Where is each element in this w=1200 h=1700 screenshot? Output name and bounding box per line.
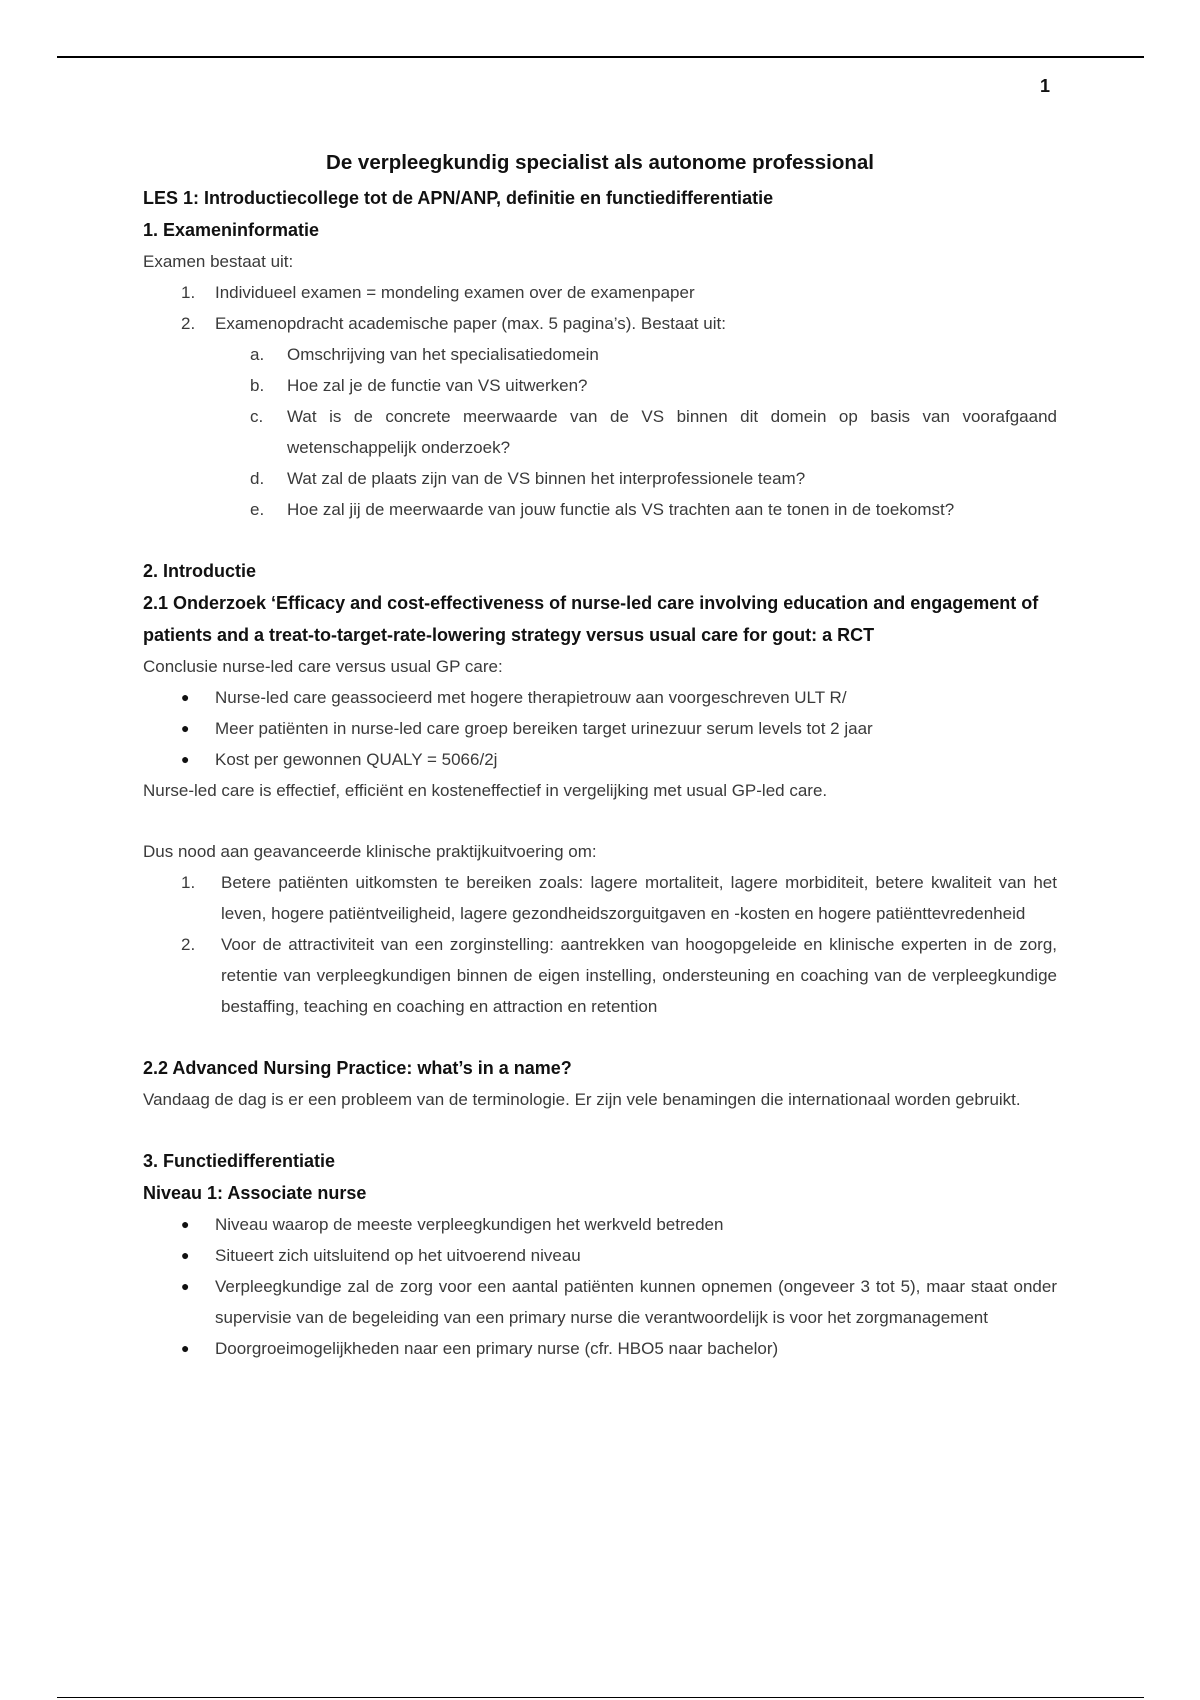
- need-list-item: [143, 929, 1057, 1022]
- bullet-item: [143, 713, 1057, 744]
- list-item-text: Betere patiënten uitkomsten te bereiken zoals: lagere mortaliteit, lagere morbiditeit, betere kwaliteit van het leven, hogere patiëntveiligheid, lagere gezondheidszorguitgaven en -kosten en hogere patiënttevredenheid: [221, 873, 1057, 923]
- summary-text: Nurse-led care is effectief, efficiënt en kosteneffectief in vergelijking met usual GP-led care.: [143, 781, 828, 800]
- list-marker: 2.: [181, 314, 196, 333]
- spacer: [143, 525, 1057, 555]
- header-rule: [57, 56, 1144, 58]
- list-marker: c.: [250, 407, 264, 426]
- list-marker: b.: [250, 376, 265, 395]
- section-heading-functiedifferentiatie: 3. Functiedifferentiatie: [143, 1151, 336, 1171]
- spacer: [143, 1115, 1057, 1145]
- section-heading-introductie: 2. Introductie: [143, 561, 257, 581]
- subsection-heading-anp: 2.2 Advanced Nursing Practice: what’s in a name?: [143, 1058, 572, 1078]
- bullet-item: [143, 1240, 1057, 1271]
- document-title: De verpleegkundig specialist als autonome professional: [326, 151, 874, 174]
- bullet-item: [143, 682, 1057, 713]
- page-number: 1: [1040, 76, 1051, 96]
- exam-list-item: [143, 277, 1057, 308]
- list-item-text: Individueel examen = mondeling examen over de examenpaper: [215, 283, 695, 302]
- conclusion-intro: Conclusie nurse-led care versus usual GP care:: [143, 657, 503, 676]
- conclusion-bullets: [143, 682, 1057, 775]
- need-list-item: [143, 867, 1057, 929]
- list-item-text: Wat zal de plaats zijn van de VS binnen het interprofessionele team?: [287, 469, 806, 488]
- list-marker: d.: [250, 469, 265, 488]
- paper-sublist-item: [250, 401, 1057, 463]
- bullet-icon: ●: [181, 720, 190, 736]
- lesson-heading: LES 1: Introductiecollege tot de APN/ANP, definitie en functiedifferentiatie: [143, 188, 774, 208]
- list-item-text: Hoe zal je de functie van VS uitwerken?: [287, 376, 588, 395]
- paper-sublist-item: [250, 339, 1057, 370]
- footer-rule: [57, 1697, 1144, 1698]
- list-marker: 1.: [181, 283, 196, 302]
- list-item-text: Omschrijving van het specialisatiedomein: [287, 345, 599, 364]
- bullet-item: [143, 1271, 1057, 1333]
- list-marker: 2.: [181, 935, 196, 954]
- list-marker: a.: [250, 345, 265, 364]
- bullet-text: Situeert zich uitsluitend op het uitvoerend niveau: [215, 1246, 581, 1265]
- level-bullets: [143, 1209, 1057, 1364]
- bullet-icon: ●: [181, 1340, 190, 1356]
- bullet-icon: ●: [181, 1247, 190, 1263]
- subsection-heading-onderzoek: 2.1 Onderzoek ‘Efficacy and cost-effectiveness of nurse-led care involving education and engagement of patients and a treat-to-target-rate-lowering strategy versus usual care for gout: a RCT: [143, 593, 1039, 645]
- bullet-item: [143, 744, 1057, 775]
- paper-sublist-item: [250, 463, 1057, 494]
- bullet-icon: ●: [181, 1278, 190, 1294]
- list-marker: e.: [250, 500, 265, 519]
- bullet-text: Kost per gewonnen QUALY = 5066/2j: [215, 750, 498, 769]
- need-list: [143, 867, 1057, 1022]
- terminology-text: Vandaag de dag is er een probleem van de terminologie. Er zijn vele benamingen die internationaal worden gebruikt.: [143, 1090, 1021, 1109]
- spacer: [143, 1022, 1057, 1052]
- bullet-item: [143, 1209, 1057, 1240]
- level-heading: Niveau 1: Associate nurse: [143, 1183, 367, 1203]
- paper-sublist-item: [250, 494, 1057, 525]
- paper-sublist-item: [250, 370, 1057, 401]
- exam-intro: Examen bestaat uit:: [143, 252, 294, 271]
- bullet-icon: ●: [181, 1216, 190, 1232]
- need-intro: Dus nood aan geavanceerde klinische praktijkuitvoering om:: [143, 842, 597, 861]
- section-heading-exameninformatie: 1. Exameninformatie: [143, 220, 320, 240]
- bullet-item: [143, 1333, 1057, 1364]
- exam-list: [143, 277, 1057, 339]
- list-item-text: Voor de attractiviteit van een zorginstelling: aantrekken van hoogopgeleide en klinische experten in de zorg, retentie van verpleegkundigen binnen de eigen instelling, ondersteuning en coaching van de verpleegkundige bestaffing, teaching en coaching en attraction en retention: [221, 935, 1057, 1016]
- spacer: [143, 806, 1057, 836]
- list-item-text: Wat is de concrete meerwaarde van de VS binnen dit domein op basis van voorafgaand wetenschappelijk onderzoek?: [287, 407, 1057, 457]
- bullet-text: Meer patiënten in nurse-led care groep bereiken target urinezuur serum levels tot 2 jaar: [215, 719, 873, 738]
- bullet-text: Doorgroeimogelijkheden naar een primary nurse (cfr. HBO5 naar bachelor): [215, 1339, 779, 1358]
- bullet-icon: ●: [181, 689, 190, 705]
- paper-sublist: [143, 339, 1057, 525]
- exam-list-item: [143, 308, 1057, 339]
- bullet-text: Verpleegkundige zal de zorg voor een aantal patiënten kunnen opnemen (ongeveer 3 tot 5), maar staat onder supervisie van de begeleiding van een primary nurse die verantwoordelijk is voor het zorgmanagement: [215, 1277, 1057, 1327]
- bullet-text: Niveau waarop de meeste verpleegkundigen het werkveld betreden: [215, 1215, 724, 1234]
- document-body: [143, 146, 1057, 1364]
- list-item-text: Examenopdracht academische paper (max. 5 pagina’s). Bestaat uit:: [215, 314, 726, 333]
- list-item-text: Hoe zal jij de meerwaarde van jouw functie als VS trachten aan te tonen in de toekomst?: [287, 500, 955, 519]
- bullet-text: Nurse-led care geassocieerd met hogere therapietrouw aan voorgeschreven ULT R/: [215, 688, 847, 707]
- list-marker: 1.: [181, 873, 196, 892]
- bullet-icon: ●: [181, 751, 190, 767]
